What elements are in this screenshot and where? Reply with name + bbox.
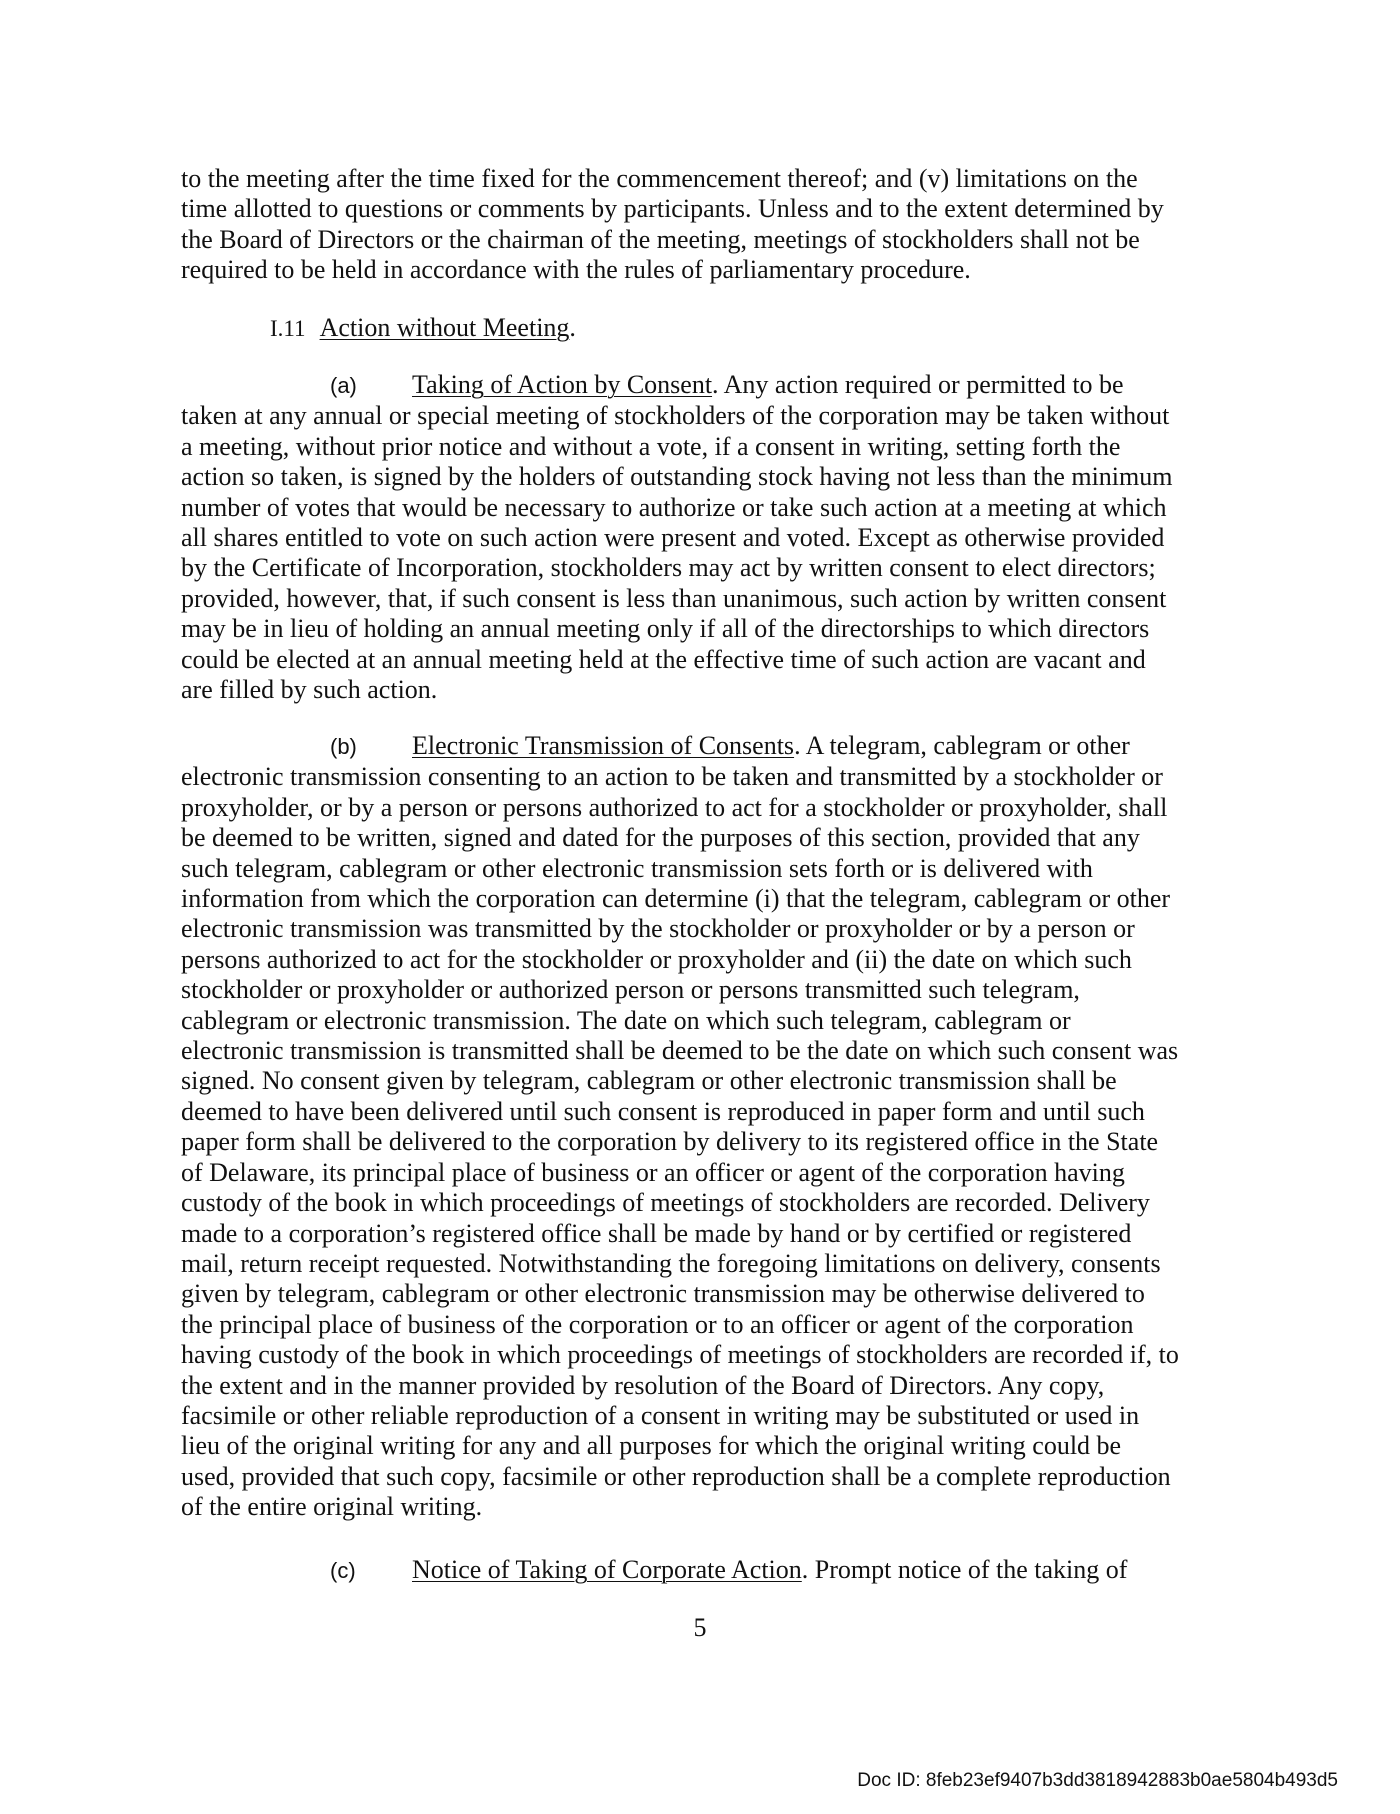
body-line: paper form shall be delivered to the corporation by delivery to its registered office in the State [181,1127,1159,1157]
subsection-a-first-line [181,370,1241,401]
body-line: be deemed to be written, signed and dated for the purposes of this section, provided that any [181,823,1140,853]
subsection-b [181,731,1241,1523]
body-line: electronic transmission was transmitted by the stockholder or proxyholder or by a person or [181,914,1135,944]
body-line: made to a corporation’s registered office shall be made by hand or by certified or registered [181,1218,1132,1248]
subsection-c-first-line [181,1555,1241,1586]
body-line: the extent and in the manner provided by resolution of the Board of Directors. Any copy, [181,1370,1105,1400]
body-line: all shares entitled to vote on such action were present and voted. Except as otherwise provided [181,523,1165,553]
page-number: 5 [693,1613,707,1642]
body-line: number of votes that would be necessary to authorize or take such action at a meeting at which [181,492,1167,522]
body-line: used, provided that such copy, facsimile or other reproduction shall be a complete reproduction [181,1461,1171,1491]
intro-line: time allotted to questions or comments by participants. Unless and to the extent determined by [181,194,1164,224]
body-line: such telegram, cablegram or other electronic transmission sets forth or is delivered with [181,853,1093,883]
body-line: the principal place of business of the corporation or to an officer or agent of the corporation [181,1309,1134,1339]
body-line: of Delaware, its principal place of business or an officer or agent of the corporation having [181,1157,1125,1187]
body-line: electronic transmission is transmitted shall be deemed to be the date on which such consent was [181,1036,1179,1066]
subsection-a-label: (a) [330,373,357,398]
body-line: facsimile or other reliable reproduction of a consent in writing may be substituted or used in [181,1400,1140,1430]
body-line: could be elected at an annual meeting held at the effective time of such action are vacant and [181,644,1146,674]
body-line: having custody of the book in which proceedings of meetings of stockholders are recorded if, to [181,1340,1179,1370]
body-line: signed. No consent given by telegram, cablegram or other electronic transmission shall be [181,1066,1117,1096]
body-line: information from which the corporation can determine (i) that the telegram, cablegram or other [181,884,1171,914]
body-line: deemed to have been delivered until such consent is reproduced in paper form and until such [181,1096,1145,1126]
subsection-b-label: (b) [330,734,357,759]
body-line: custody of the book in which proceedings of meetings of stockholders are recorded. Delivery [181,1188,1150,1218]
subsection-a-title: Taking of Action by Consent [412,370,713,399]
body-line: proxyholder, or by a person or persons authorized to act for a stockholder or proxyholder, shall [181,792,1168,822]
doc-id: Doc ID: 8feb23ef9407b3dd3818942883b0ae5804b493d5 [857,1770,1338,1791]
body-line: given by telegram, cablegram or other electronic transmission may be otherwise delivered to [181,1279,1145,1309]
subsection-a [181,370,1241,705]
body-line: by the Certificate of Incorporation, stockholders may act by written consent to elect directors; [181,553,1156,583]
subsection-b-first-line-rest: . A telegram, cablegram or other [794,731,1130,760]
subsection-c-title: Notice of Taking of Corporate Action [412,1555,802,1584]
body-line: lieu of the original writing for any and all purposes for which the original writing could be [181,1431,1122,1461]
section-title-suffix: . [569,313,576,342]
subsection-c-first-line-rest: . Prompt notice of the taking of [801,1555,1128,1584]
body-line: action so taken, is signed by the holders of outstanding stock having not less than the minimum [181,462,1173,492]
body-line: a meeting, without prior notice and without a vote, if a consent in writing, setting forth the [181,431,1121,461]
body-line: mail, return receipt requested. Notwithstanding the foregoing limitations on delivery, consents [181,1248,1161,1278]
body-line: electronic transmission consenting to an action to be taken and transmitted by a stockholder or [181,762,1163,792]
subsection-c [181,1555,1241,1586]
subsection-c-label: (c) [330,1558,356,1583]
body-line: of the entire original writing. [181,1492,483,1522]
body-line: are filled by such action. [181,675,438,705]
section-heading [270,313,576,344]
body-line: may be in lieu of holding an annual meeting only if all of the directorships to which directors [181,614,1150,644]
body-line: taken at any annual or special meeting of stockholders of the corporation may be taken without [181,401,1170,431]
body-line: cablegram or electronic transmission. The date on which such telegram, cablegram or [181,1005,1071,1035]
body-line: persons authorized to act for the stockholder or proxyholder and (ii) the date on which such [181,944,1132,974]
subsection-b-title: Electronic Transmission of Consents [412,731,795,760]
subsection-b-first-line [181,731,1241,762]
intro-line: required to be held in accordance with the rules of parliamentary procedure. [181,255,971,285]
body-line: stockholder or proxyholder or authorized person or persons transmitted such telegram, [181,975,1080,1005]
intro-line: to the meeting after the time fixed for the commencement thereof; and (v) limitations on the [181,164,1138,193]
body-line: provided, however, that, if such consent is less than unanimous, such action by written consent [181,583,1167,613]
section-title: Action without Meeting [319,313,570,342]
intro-paragraph [181,164,1241,286]
intro-line: the Board of Directors or the chairman of the meeting, meetings of stockholders shall not be [181,224,1140,254]
subsection-a-first-line-rest: . Any action required or permitted to be [712,370,1124,399]
section-number: I.11 [270,316,306,341]
